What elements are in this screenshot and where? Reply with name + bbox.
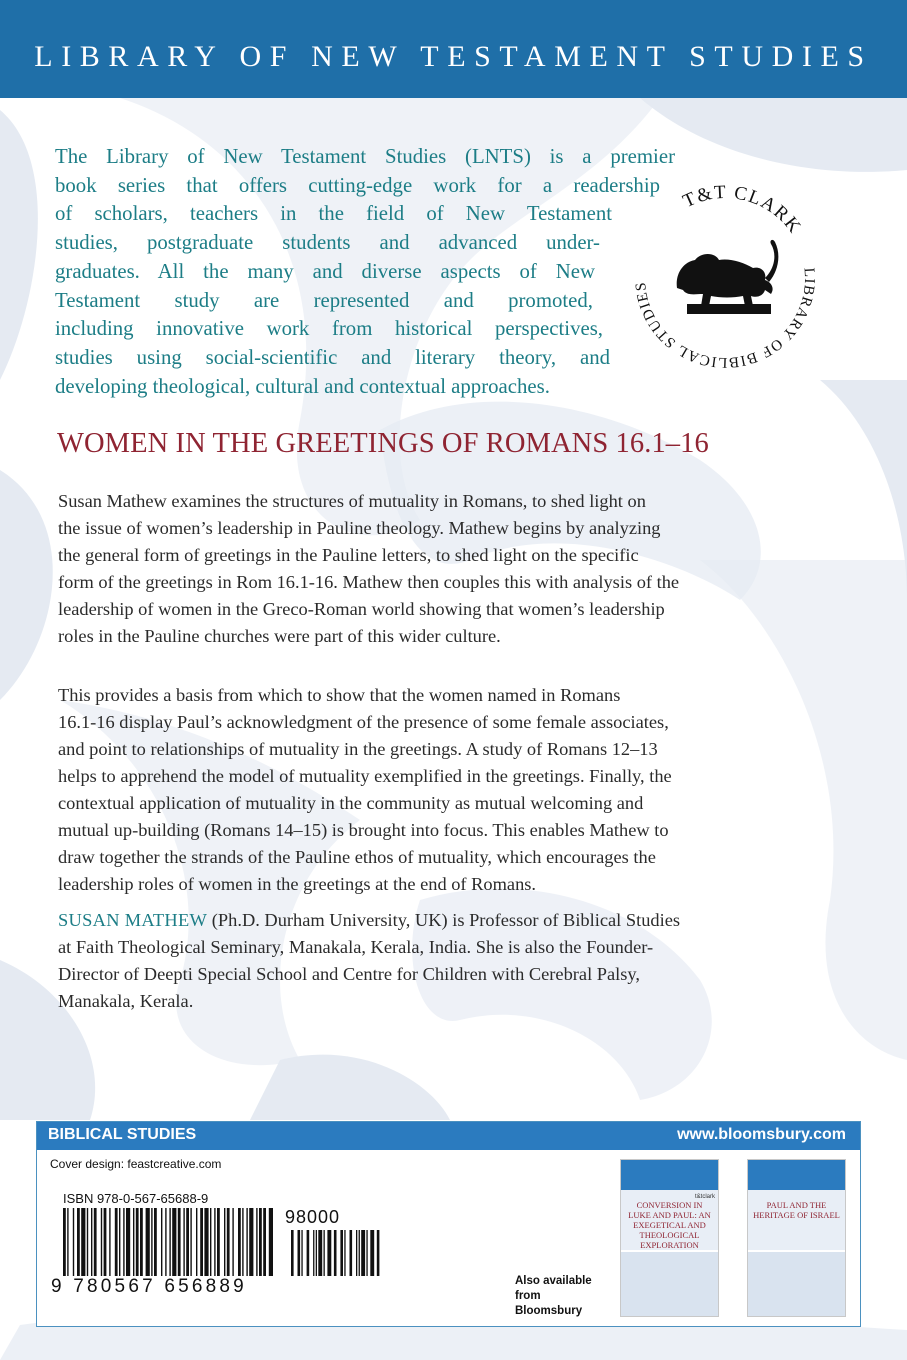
category-label: BIBLICAL STUDIES bbox=[48, 1126, 197, 1143]
intro-line: Testament study are represented and promoted, bbox=[55, 288, 593, 312]
paragraph-line: draw together the strands of the Pauline ethos of mutuality, which encourages the bbox=[58, 847, 656, 867]
description-paragraph-2 bbox=[58, 682, 818, 898]
cover-design-credit: Cover design: feastcreative.com bbox=[50, 1157, 222, 1171]
thumb-imprint: t&tclark bbox=[695, 1194, 716, 1200]
related-book-title: PAUL AND THE HERITAGE OF ISRAEL bbox=[753, 1200, 840, 1220]
book-title: WOMEN IN THE GREETINGS OF ROMANS 16.1–16 bbox=[57, 428, 709, 459]
thumb-band bbox=[748, 1252, 845, 1316]
category-bar bbox=[37, 1122, 860, 1150]
paragraph-line: roles in the Pauline churches were part of this wider culture. bbox=[58, 626, 501, 646]
thumb-header bbox=[748, 1160, 845, 1190]
author-name: SUSAN MATHEW bbox=[58, 910, 208, 930]
related-book-cover-1[interactable] bbox=[620, 1159, 719, 1317]
thumb-band bbox=[621, 1252, 718, 1316]
paragraph-line: Director of Deepti Special School and Centre for Children with Cerebral Palsy, bbox=[58, 964, 641, 984]
paragraph-line: the general form of greetings in the Pauline letters, to shed light on the specific bbox=[58, 545, 639, 565]
intro-line: graduates. All the many and diverse aspects of New bbox=[55, 259, 595, 283]
publisher-website-link[interactable]: www.bloomsbury.com bbox=[677, 1126, 846, 1143]
paragraph-line: helps to apprehend the model of mutuality exemplified in the greetings. Finally, the bbox=[58, 766, 672, 786]
intro-line: The Library of New Testament Studies (LNTS) is a premier bbox=[55, 145, 675, 168]
intro-line: studies using social-scientific and literary theory, and bbox=[55, 345, 610, 369]
intro-line: developing theological, cultural and contextual approaches. bbox=[55, 374, 550, 398]
paragraph-line: 16.1-16 display Paul’s acknowledgment of the presence of some female associates, bbox=[58, 712, 669, 732]
seal-ring-text: LIBRARY OF BIBLICAL STUDIES bbox=[632, 267, 818, 371]
series-banner bbox=[0, 0, 907, 98]
barcode-digits: 9 780567 656889 bbox=[51, 1276, 247, 1297]
paragraph-line: at Faith Theological Seminary, Manakala, Kerala, India. She is also the Founder- bbox=[58, 937, 654, 957]
intro-line: of scholars, teachers in the field of New Testament bbox=[55, 202, 612, 226]
intro-line: studies, postgraduate students and advanced under- bbox=[55, 231, 600, 255]
related-book-title: CONVERSION IN LUKE AND PAUL: AN EXEGETICAL AND THEOLOGICAL EXPLORATION bbox=[628, 1200, 711, 1250]
paragraph-line: Manakala, Kerala. bbox=[58, 991, 194, 1011]
also-available-label: Also available from Bloomsbury bbox=[515, 1275, 592, 1317]
lion-icon bbox=[677, 240, 779, 314]
svg-text:T&T CLARK bbox=[680, 182, 806, 238]
paragraph-line: leadership roles of women in the greetings at the end of Romans. bbox=[58, 874, 537, 894]
description-paragraph-1 bbox=[58, 488, 818, 650]
tt-clark-seal-logo bbox=[625, 178, 825, 378]
thumb-band bbox=[748, 1190, 845, 1250]
author-bio bbox=[58, 907, 818, 1015]
paragraph-line: leadership of women in the Greco-Roman world showing that women’s leadership bbox=[58, 599, 665, 619]
thumb-header bbox=[621, 1160, 718, 1190]
back-cover-footer bbox=[36, 1121, 861, 1327]
series-description bbox=[55, 143, 675, 401]
paragraph-line: Susan Mathew examines the structures of mutuality in Romans, to shed light on bbox=[58, 491, 646, 511]
intro-line: including innovative work from historical perspectives, bbox=[55, 317, 603, 341]
paragraph-line: and point to relationships of mutuality in the greetings. A study of Romans 12–13 bbox=[58, 739, 658, 759]
intro-line: book series that offers cutting-edge work for a readership bbox=[55, 173, 660, 197]
paragraph-line: This provides a basis from which to show that the women named in Romans bbox=[58, 685, 621, 705]
seal-top-text: T&T CLARK bbox=[679, 181, 806, 238]
paragraph-line: form of the greetings in Rom 16.1-16. Mathew then couples this with analysis of the bbox=[58, 572, 680, 592]
author-bio-first-line bbox=[58, 907, 818, 934]
paragraph-line: contextual application of mutuality in the community as mutual welcoming and bbox=[58, 793, 644, 813]
author-bio-text: (Ph.D. Durham University, UK) is Professor of Biblical Studies bbox=[207, 910, 681, 930]
paragraph-line: the issue of women’s leadership in Pauline theology. Mathew begins by analyzing bbox=[58, 518, 661, 538]
price-code: 98000 bbox=[282, 1207, 343, 1228]
related-book-cover-2[interactable] bbox=[747, 1159, 846, 1317]
series-title: LIBRARY OF NEW TESTAMENT STUDIES bbox=[34, 40, 873, 73]
isbn-label: ISBN 978-0-567-65688-9 bbox=[63, 1191, 209, 1206]
paragraph-line: mutual up-building (Romans 14–15) is brought into focus. This enables Mathew to bbox=[58, 820, 669, 840]
